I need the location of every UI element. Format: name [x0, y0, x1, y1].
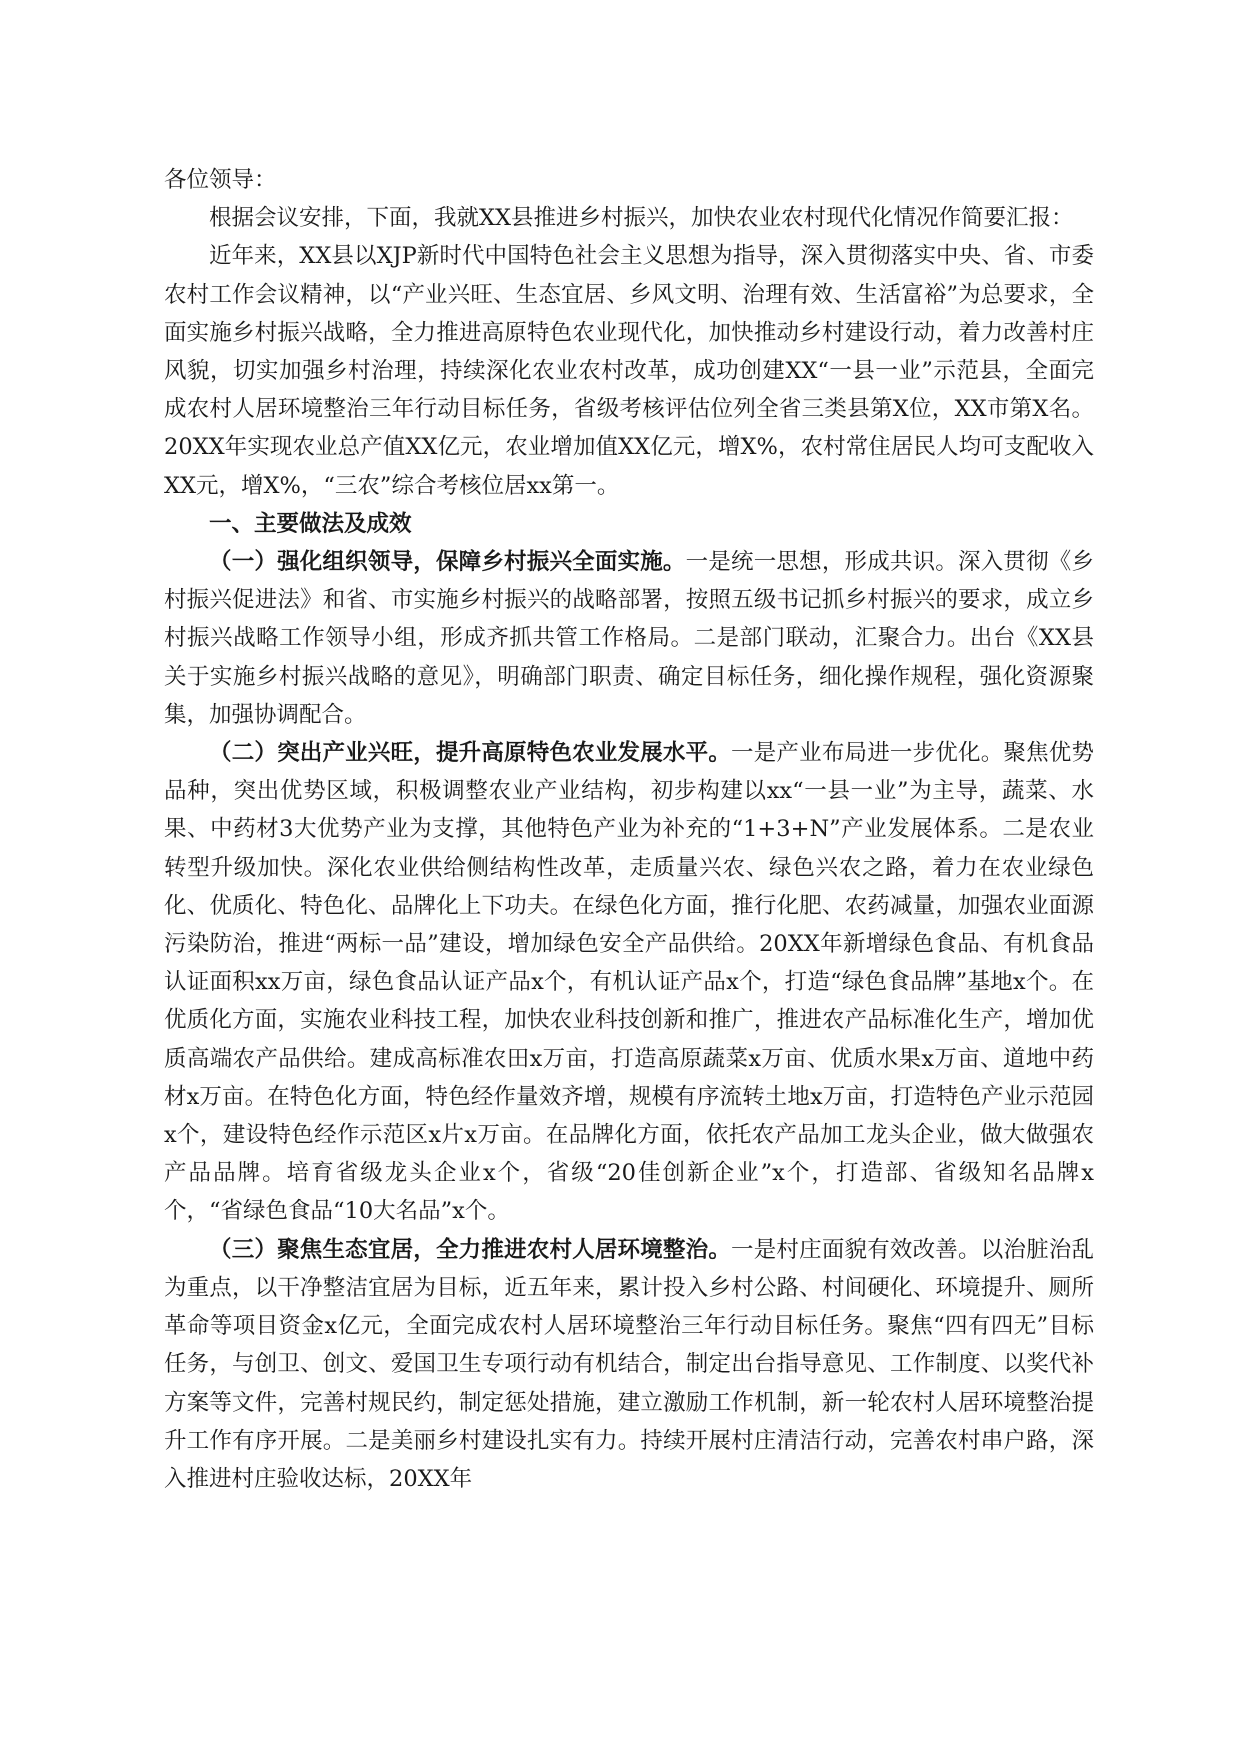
item-3-lead: （三）聚焦生态宜居，全力推进农村人居环境整治。 [209, 1236, 732, 1263]
paragraph-item-1 [164, 543, 1094, 734]
overview-paragraph: 近年来，XX县以XJP新时代中国特色社会主义思想为指导，深入贯彻落实中央、省、市委农村工作会议精神，以“产业兴旺、生态宜居、乡风文明、治理有效、生活富裕”为总要求，全面实施乡村振兴战略，全力推进高原特色农业现代化，加快推动乡村建设行动，着力改善村庄风貌，切实加强乡村治理，持续深化农业农村改革，成功创建XX“一县一业”示范县，全面完成农村人居环境整治三年行动目标任务，省级考核评估位列全省三类县第X位，XX市第X名。20XX年实现农业总产值XX亿元，农业增加值XX亿元，增X%，农村常住居民人均可支配收入XX元，增X%，“三农”综合考核位居xx第一。 [164, 243, 1094, 499]
salutation: 各位领导： [164, 167, 277, 193]
item-2-text: 一是产业布局进一步优化。聚焦优势品种，突出优势区域，积极调整农业产业结构，初步构建以xx“一县一业”为主导，蔬菜、水果、中药材3大优势产业为支撑，其他特色产业为补充的“1+3+N”产业发展体系。二是农业转型升级加快。深化农业供给侧结构性改革，走质量兴农、绿色兴农之路，着力在农业绿色化、优质化、特色化、品牌化上下功夫。在绿色化方面，推行化肥、农药减量，加强农业面源污染防治，推进“两标一品”建设，增加绿色安全产品供给。20XX年新增绿色食品、有机食品认证面积xx万亩，绿色食品认证产品x个，有机认证产品x个，打造“绿色食品牌”基地x个。在优质化方面，实施农业科技工程，加快农业科技创新和推广，推进农产品标准化生产，增加优质高端农产品供给。建成高标准农田x万亩，打造高原蔬菜x万亩、优质水果x万亩、道地中药材x万亩。在特色化方面，特色经作量效齐增，规模有序流转土地x万亩，打造特色产业示范园x个，建设特色经作示范区x片x万亩。在品牌化方面，依托农产品加工龙头企业，做大做强农产品品牌。培育省级龙头企业x个，省级“20佳创新企业”x个，打造部、省级知名品牌x个，“省绿色食品“10大名品”x个。 [164, 740, 1094, 1225]
paragraph-item-2 [164, 734, 1094, 1231]
item-3-text: 一是村庄面貌有效改善。以治脏治乱为重点，以干净整洁宜居为目标，近五年来，累计投入乡村公路、村间硬化、环境提升、厕所革命等项目资金x亿元，全面完成农村人居环境整治三年行动目标任务。聚焦“四有四无”目标任务，与创卫、创文、爱国卫生专项行动有机结合，制定出台指导意见、工作制度、以奖代补方案等文件，完善村规民约，制定惩处措施，建立激励工作机制，新一轮农村人居环境整治提升工作有序开展。二是美丽乡村建设扎实有力。持续开展村庄清洁行动，完善农村串户路，深入推进村庄验收达标，20XX年 [164, 1236, 1094, 1492]
item-1-text: 一是统一思想，形成共识。深入贯彻《乡村振兴促进法》和省、市实施乡村振兴的战略部署，按照五级书记抓乡村振兴的要求，成立乡村振兴战略工作领导小组，形成齐抓共管工作格局。二是部门联动，汇聚合力。出台《XX县关于实施乡村振兴战略的意见》，明确部门职责、确定目标任务，细化操作规程，强化资源聚集，加强协调配合。 [164, 549, 1094, 728]
item-2-lead: （二）突出产业兴旺，提升高原特色农业发展水平。 [209, 740, 732, 767]
paragraph-item-3 [164, 1231, 1094, 1498]
section-heading: 一、主要做法及成效 [209, 510, 412, 537]
document-body [164, 161, 1094, 1498]
intro-paragraph: 根据会议安排，下面，我就XX县推进乡村振兴，加快农业农村现代化情况作简要汇报： [209, 205, 1074, 232]
item-1-lead: （一）强化组织领导，保障乡村振兴全面实施。 [209, 549, 686, 576]
